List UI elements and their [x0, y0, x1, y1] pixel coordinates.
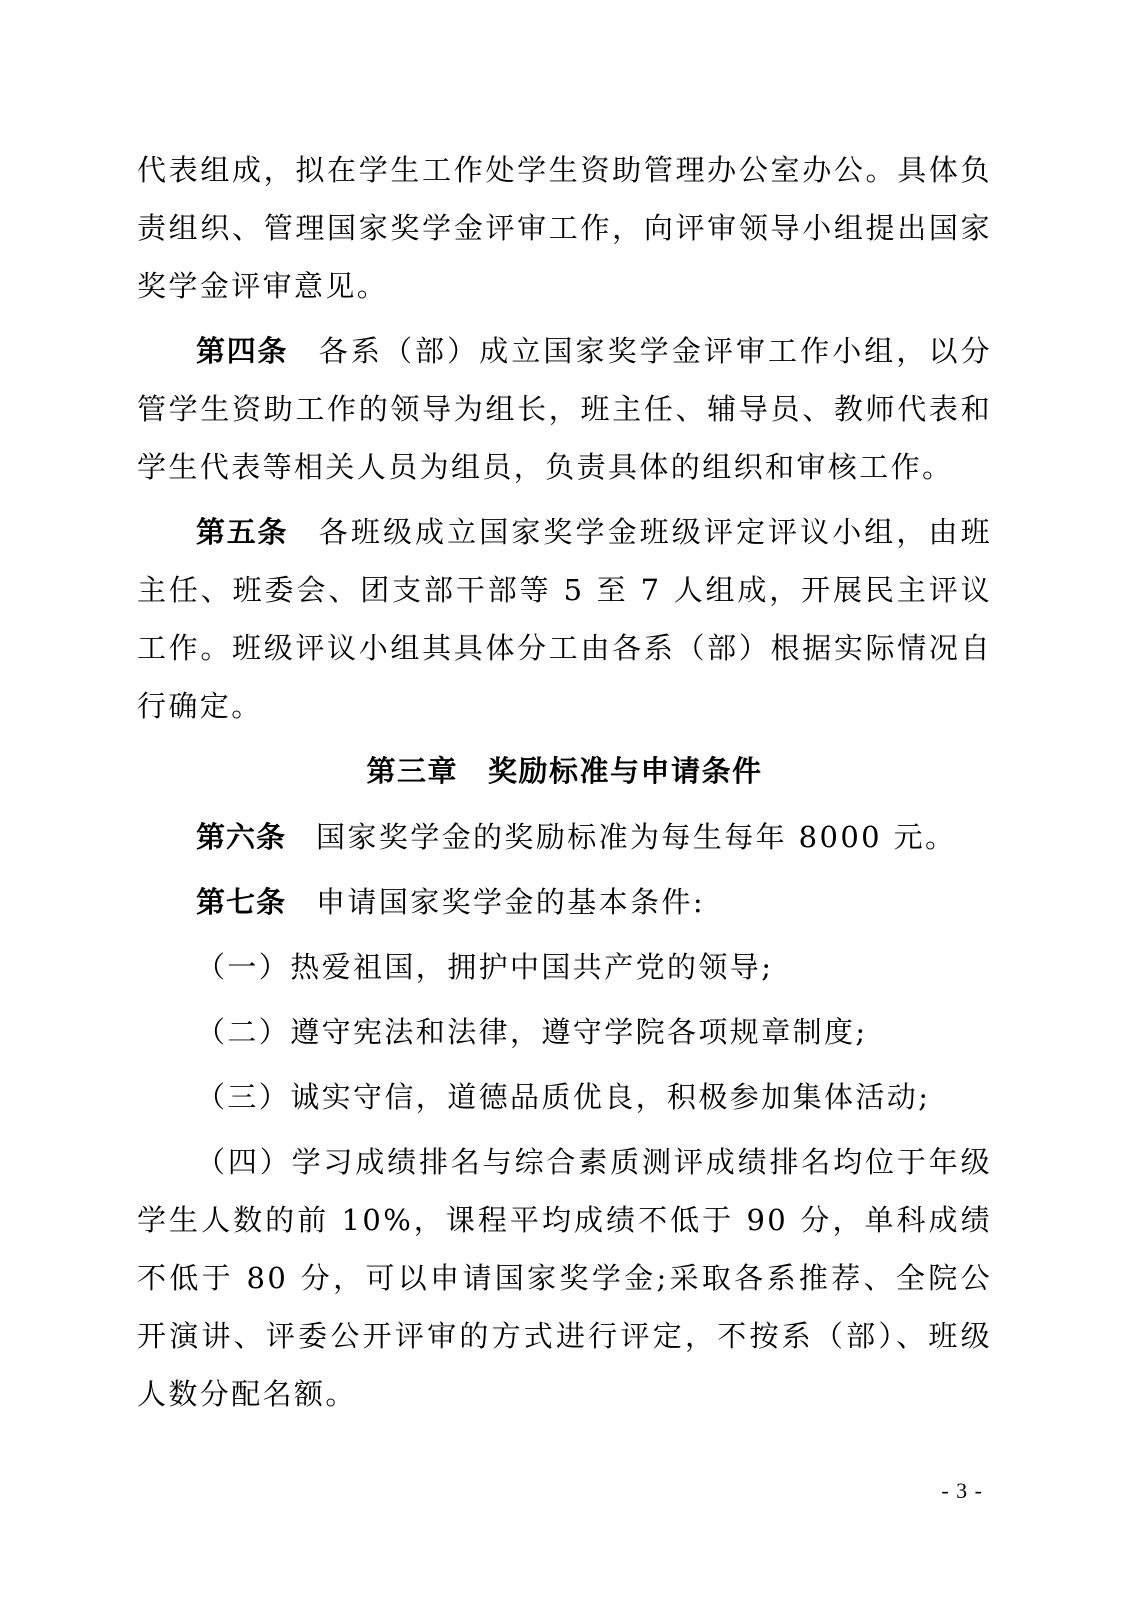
condition-text: （三）诚实守信，道德品质优良，积极参加集体活动;	[196, 1080, 931, 1114]
article-text: 国家奖学金的奖励标准为每生每年 8000 元。	[316, 820, 957, 854]
condition-text: （二）遵守宪法和法律，遵守学院各项规章制度;	[196, 1015, 868, 1049]
article-text: 各班级成立国家奖学金班级评定评议小组，由班主任、班委会、团支部干部等 5 至 7 人组成，开展民主评议工作。班级评议小组其具体分工由各系（部）根据实际情况自行确定。	[137, 515, 992, 723]
document-body	[137, 141, 992, 1423]
condition-text: （四）学习成绩排名与综合素质测评成绩排名均位于年级学生人数的前 10%，课程平均成绩不低于 90 分，单科成绩不低于 80 分，可以申请国家奖学金;采取各系推荐、全院公开演讲、评委公开评审的方式进行评定，不按系（部）、班级人数分配名额。	[137, 1145, 992, 1411]
article-text: 各系（部）成立国家奖学金评审工作小组，以分管学生资助工作的领导为组长，班主任、辅导员、教师代表和学生代表等相关人员为组员，负责具体的组织和审核工作。	[137, 334, 992, 484]
article-number: 第五条	[196, 515, 289, 549]
article-6	[137, 808, 992, 866]
condition-item	[137, 938, 992, 996]
condition-item	[137, 1133, 992, 1423]
article-7	[137, 873, 992, 931]
chapter-heading	[137, 742, 992, 800]
paragraph-continuation	[137, 141, 992, 315]
chapter-title: 奖励标准与申请条件	[488, 754, 763, 788]
article-text: 申请国家奖学金的基本条件:	[316, 885, 705, 919]
page-number: - 3 -	[941, 1478, 983, 1503]
article-4	[137, 322, 992, 496]
chapter-number: 第三章	[366, 754, 458, 788]
condition-item	[137, 1068, 992, 1126]
condition-text: （一）热爱祖国，拥护中国共产党的领导;	[196, 950, 774, 984]
article-number: 第七条	[196, 885, 287, 919]
article-number: 第六条	[196, 820, 287, 854]
condition-item	[137, 1003, 992, 1061]
paragraph-text: 代表组成，拟在学生工作处学生资助管理办公室办公。具体负责组织、管理国家奖学金评审工作，向评审领导小组提出国家奖学金评审意见。	[137, 153, 992, 303]
article-number: 第四条	[196, 334, 289, 368]
article-5	[137, 503, 992, 735]
